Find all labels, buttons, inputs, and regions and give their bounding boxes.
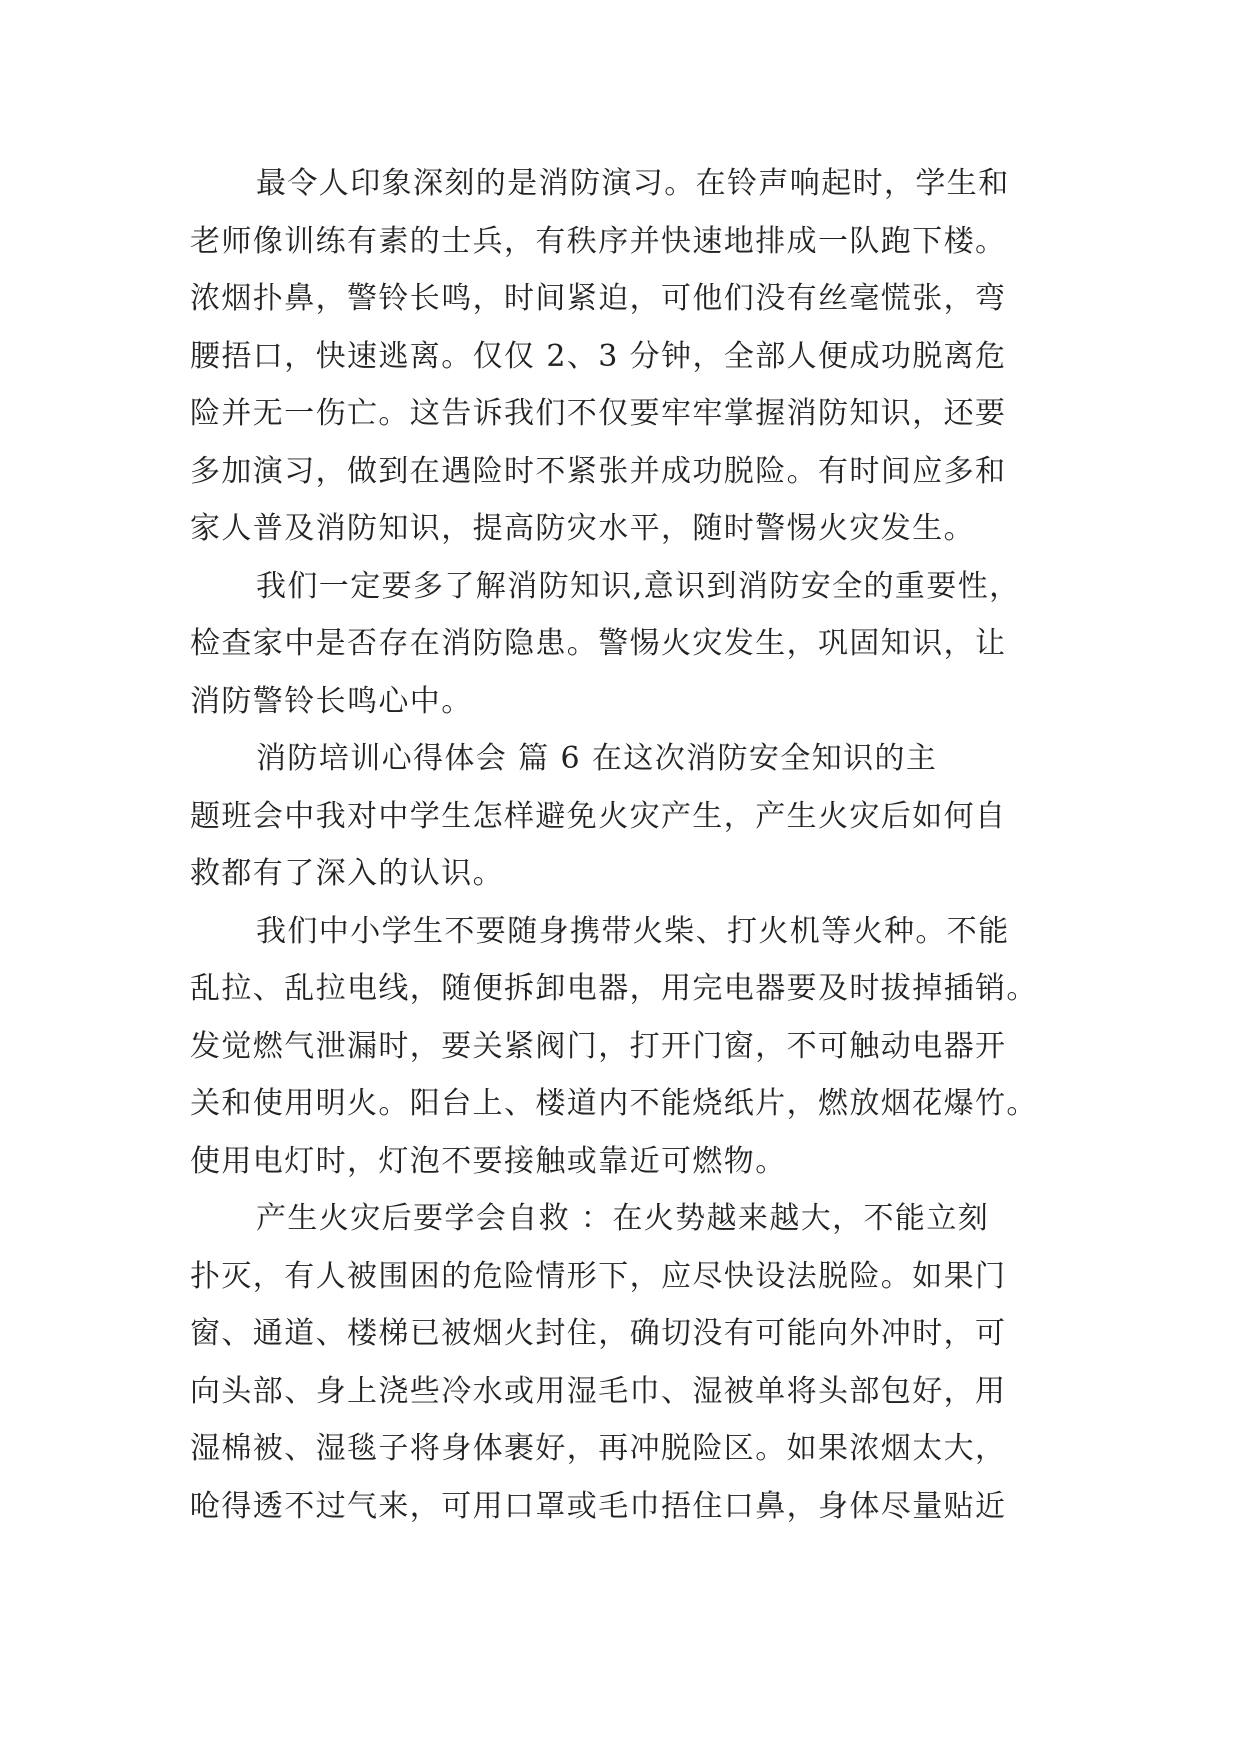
text-line: 窗、通道、楼梯已被烟火封住，确切没有可能向外冲时，可 (190, 1316, 1007, 1351)
text-line: 腰捂口，快速逃离。仅仅 2、3 分钟，全部人便成功脱离危 (190, 338, 1007, 374)
text-line: 救都有了深入的认识。 (190, 856, 504, 891)
text-line: 多加演习，做到在遇险时不紧张并成功脱险。有时间应多和 (190, 453, 1007, 489)
text-line: 消防培训心得体会 篇 6 在这次消防安全知识的主 (256, 741, 938, 776)
text-line: 发觉燃气泄漏时，要关紧阀门，打开门窗，不可触动电器开 (190, 1028, 1007, 1064)
text-line: 家人普及消防知识，提高防灾水平，随时警惕火灾发生。 (190, 511, 975, 546)
text-line: 最令人印象深刻的是消防演习。在铃声响起时，学生和 (256, 166, 1010, 201)
body-text (190, 155, 1070, 1535)
text-line: 我们一定要多了解消防知识,意识到消防安全的重要性， (256, 568, 1021, 604)
text-line: 关和使用明火。阳台上、楼道内不能烧纸片，燃放烟花爆竹。 (190, 1086, 1038, 1121)
text-line: 我们中小学生不要随身携带火柴、打火机等火种。不能 (256, 913, 1010, 949)
text-line: 险并无一伤亡。这告诉我们不仅要牢牢掌握消防知识，还要 (190, 396, 1007, 431)
text-line: 消防警铃长鸣心中。 (190, 683, 473, 719)
text-line: 使用电灯时，灯泡不要接触或靠近可燃物。 (190, 1143, 787, 1179)
text-line: 乱拉、乱拉电线，随便拆卸电器，用完电器要及时拔掉插销。 (190, 971, 1038, 1006)
text-line: 题班会中我对中学生怎样避免火灾产生，产生火灾后如何自 (190, 798, 1007, 834)
text-line: 湿棉被、湿毯子将身体裹好，再冲脱险区。如果浓烟太大， (190, 1431, 1007, 1466)
text-line: 呛得透不过气来，可用口罩或毛巾捂住口鼻，身体尽量贴近 (190, 1488, 1007, 1524)
text-line: 检查家中是否存在消防隐患。警惕火灾发生，巩固知识，让 (190, 626, 1007, 661)
text-line: 向头部、身上浇些冷水或用湿毛巾、湿被单将头部包好，用 (190, 1373, 1007, 1409)
text-line: 产生火灾后要学会自救 ：在火势越来越大，不能立刻 (256, 1201, 990, 1236)
text-line: 老师像训练有素的士兵，有秩序并快速地排成一队跑下楼。 (190, 223, 1007, 259)
text-line: 浓烟扑鼻，警铃长鸣，时间紧迫，可他们没有丝毫慌张，弯 (190, 281, 1007, 316)
text-line: 扑灭，有人被围困的危险情形下，应尽快设法脱险。如果门 (190, 1258, 1007, 1294)
